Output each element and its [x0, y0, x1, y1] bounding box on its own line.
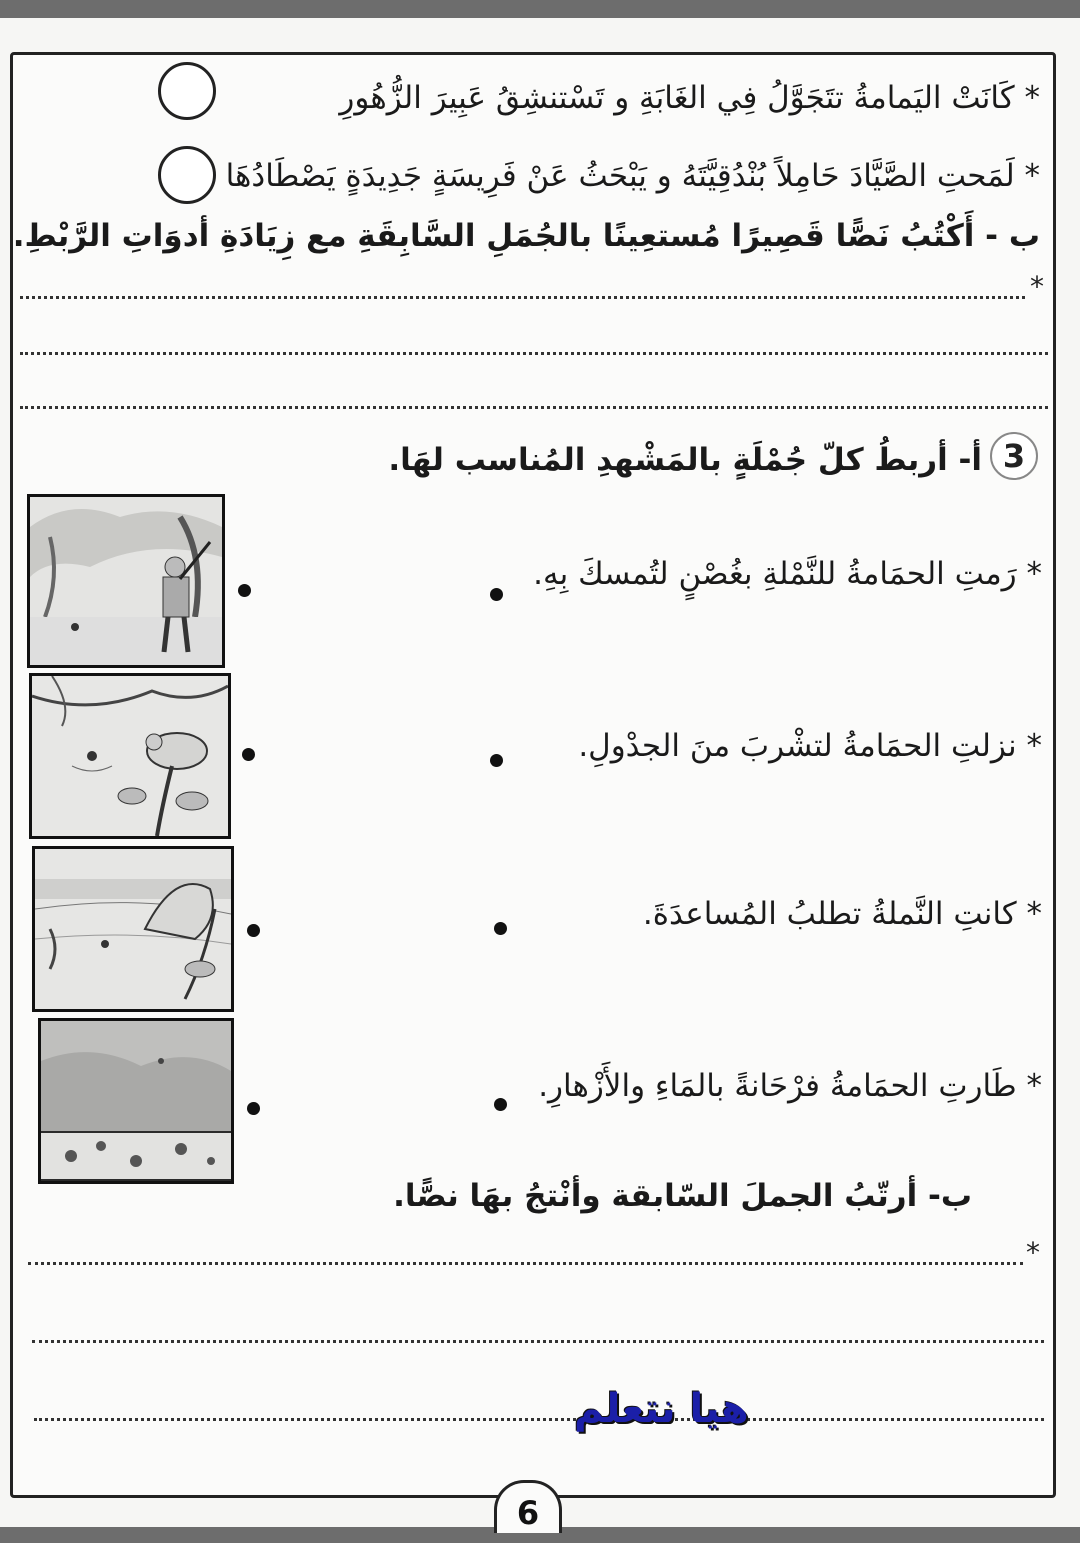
answer-circle-1[interactable]: [158, 62, 216, 120]
answer-line[interactable]: [20, 352, 1048, 355]
sentence-1: * كَانَتْ اليَمامةُ تتَجَوَّلُ فِي الغَابَةِ و تَسْتنشِقُ عَبِيرَ الزُّهُورِ: [339, 80, 1040, 116]
sentence-link-dot[interactable]: [494, 922, 507, 935]
link-sentence-2: * نزلتِ الحمَامةُ لتشْربَ منَ الجدْولِ.: [578, 728, 1042, 764]
sentence-link-dot[interactable]: [490, 754, 503, 767]
answer-line[interactable]: [20, 296, 1025, 299]
answer-star: *: [1026, 1236, 1040, 1269]
sentence-link-dot[interactable]: [490, 588, 503, 601]
dove-flowers-picture: [38, 1018, 234, 1184]
sentence-link-dot[interactable]: [494, 1098, 507, 1111]
exercise-number: 3: [990, 432, 1038, 480]
brand-logo-text: هيا نتعلم: [574, 1386, 749, 1432]
answer-line[interactable]: [32, 1340, 1044, 1343]
answer-line[interactable]: [28, 1262, 1023, 1265]
dove-river-picture: [32, 846, 234, 1012]
answer-star: *: [1030, 270, 1044, 303]
answer-circle-2[interactable]: [158, 146, 216, 204]
picture-link-dot[interactable]: [238, 584, 251, 597]
instruction-b-write-text: ب - أَكْتُبُ نَصًّا قَصِيرًا مُستعِينًا بالجُمَلِ السَّابِقَةِ مع زِيَادَةِ أدوَاتِ الرَّبْطِ.: [12, 218, 1040, 254]
answer-line[interactable]: [20, 406, 1048, 409]
instruction-a-link: أ- أربطُ كلّ جُمْلَةٍ بالمَشْهدِ المُناسب لهَا.: [388, 442, 982, 478]
picture-link-dot[interactable]: [247, 924, 260, 937]
dove-tree-illustration: [32, 676, 228, 836]
hunter-scene-picture: [27, 494, 225, 668]
link-sentence-3: * كانتِ النَّملةُ تطلبُ المُساعدَةَ.: [642, 896, 1042, 932]
link-sentence-4: * طَارتِ الحمَامةُ فرْحَانةً بالمَاءِ والأَزْهارِ.: [538, 1068, 1042, 1104]
answer-line[interactable]: [34, 1418, 1044, 1421]
worksheet-page: [0, 18, 1080, 1532]
dove-flowers-illustration: [41, 1021, 231, 1181]
link-sentence-1: * رَمتِ الحمَامةُ للنَّمْلةِ بغُصْنٍ لتُمسكَ بِهِ.: [533, 556, 1042, 592]
sentence-2: * لَمَحتِ الصَّيَّادَ حَامِلاً بُنْدُقِيَّتَهُ و يَبْحَثُ عَنْ فَرِيسَةٍ جَدِيدَةٍ يَصْطَادُهَا: [225, 158, 1040, 194]
hunter-scene-illustration: [30, 497, 222, 665]
page-number: 6: [494, 1480, 562, 1533]
picture-link-dot[interactable]: [242, 748, 255, 761]
dove-river-illustration: [35, 849, 231, 1009]
dove-tree-ant-picture: [29, 673, 231, 839]
instruction-b-order: ب- أرتّبُ الجملَ السّابقة وأنْتجُ بهَا نصًّا.: [393, 1178, 972, 1214]
picture-link-dot[interactable]: [247, 1102, 260, 1115]
